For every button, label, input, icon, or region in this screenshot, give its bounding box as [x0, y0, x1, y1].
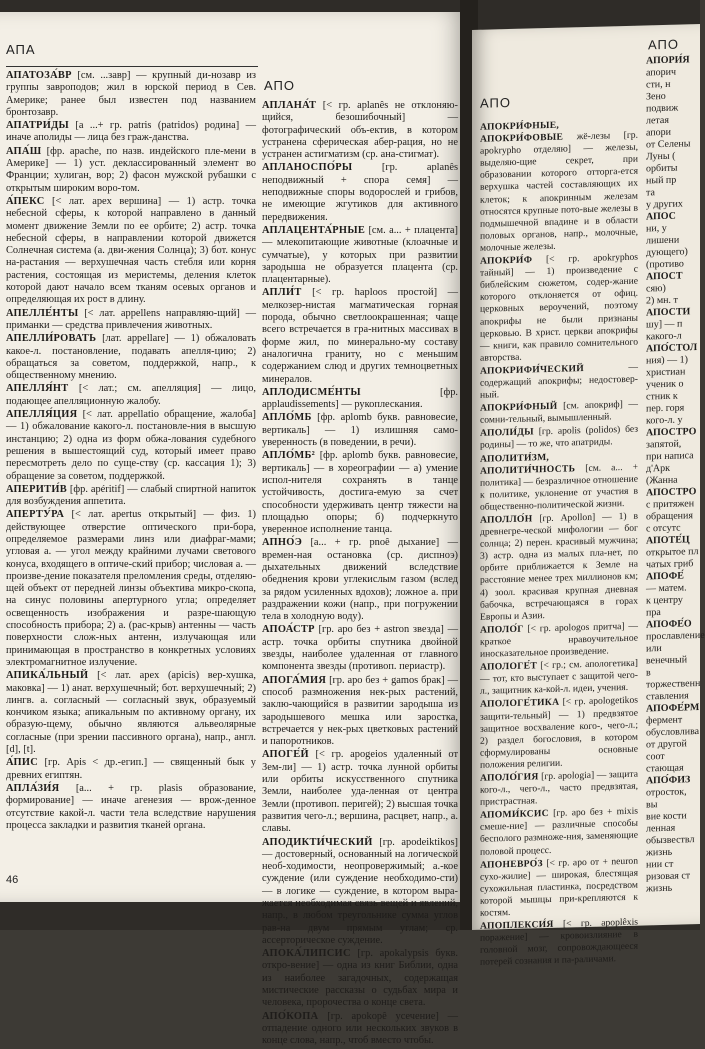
- fragment-line: открытое пл: [646, 546, 699, 559]
- fragment-line: ния) — 1): [646, 354, 688, 367]
- left-page: [0, 12, 466, 1047]
- fragment-line: АПОРИ́Я: [646, 54, 690, 67]
- entry-headword: АПЛА́ЗИ́Я: [6, 782, 60, 794]
- entry-headword: АПАТРИ́ДЫ: [6, 120, 70, 132]
- fragment-line: дующего): [646, 246, 688, 259]
- dictionary-entry: [262, 225, 458, 286]
- entry-definition: [< гр. apogeios удаленный от Зем-ли] — 1) астр. точка лунной орбиты или орбиты искусственного спутника Земли, наиболее уда-ленная от центра Земли (противоп. перигей); 2) высшая точка развития чего-л.; вершина, расцвет, напр., а. славы.: [262, 749, 458, 835]
- fragment-line: сти, н: [646, 78, 671, 91]
- entry-definition: [< гр. haploos простой] — мелкозер-нистая магматическая горная порода, обычно светлоокрашенная; чаще всего встречается в гра-нитных массивах в форме жил, по минерально-му составу аналогична граниту, но с меньшим содержанием слюд и других темноцветных минералов.: [262, 287, 458, 385]
- entry-headword: АПОЛИ́ДЫ: [480, 426, 534, 440]
- entry-headword: АПЕЛЛЯ́НТ: [6, 383, 69, 395]
- fragment-line: АПО́ФИЗ: [646, 774, 691, 787]
- fragment-line: обращения: [646, 510, 693, 523]
- entry-definition: [см. апокриф] — сомни-тельный, вымышленный.: [480, 398, 638, 427]
- fragment-line: — матем.: [646, 582, 687, 595]
- fragment-line: к центру пра: [646, 594, 683, 619]
- entry-definition: [< гр. apoplêxis поражение] — кровоизлияние в головной мозг, сопровождающееся потерей сознания и па-раличами.: [480, 916, 638, 969]
- entry-definition: [< лат. apex вершина] — 1) астр. точка небесной сферы, к которой направлено в данный момент движение Земли по ее орбите; 2) астр. точка небесной сферы, в направлении которой движется Солнечная система (а. дви-жения Солнца); 3) бот. конус на-растания — верхушечная часть стебля или корня растения, состоящая из меристемы, деления клеток которой дают начало всем тканям осевых органов и определяющая их рост в длину.: [6, 195, 256, 306]
- fragment-line: кого-л. у: [646, 414, 683, 427]
- fragment-line: пер. горя: [646, 402, 685, 415]
- entry-headword: АПОЛО́Г: [480, 623, 524, 636]
- fragment-line: Зено: [646, 90, 666, 103]
- dictionary-entry: [480, 769, 638, 809]
- entry-definition: [< лат. apex (apicis) вер-хушка, маковка] — 1) анат. верхушечный; бот. верхушечный; 2) лингв. а. согласный — согласный звук, образуемый кончиком языка; апикальным по активному органу, их образую-щему, обычно являются альвеолярные согласные (при зрении пассивного органа), напр., англ. [d], [t].: [6, 670, 256, 756]
- dictionary-entry: [262, 162, 458, 223]
- entry-headword: АПА́Ш: [6, 145, 42, 157]
- entry-headword: АПЕЛЛЯ́ЦИЯ: [6, 409, 78, 421]
- dictionary-entry: [262, 837, 458, 948]
- right-page: [472, 24, 705, 969]
- entry-headword: АПОЛОГЕ́ТИКА: [480, 697, 560, 711]
- entry-headword: АПНО́Э: [262, 537, 303, 549]
- entry-definition: [гр. aplanês неподвижный + спора семя] — неподвижные споры водорослей и грибов, не имеющие жгутиков для активного передвижения.: [262, 162, 458, 223]
- entry-definition: [гр. apokalypsis букв. откро-вение] — одна из книг Библии, одна из наиболее загадочных, содержащая мистические рассказы о судьбах мира и человека, пророчества о конце света.: [262, 948, 458, 1009]
- header-rule-left: [6, 66, 258, 67]
- fragment-line: обусловлива: [646, 726, 700, 739]
- fragment-line: сяю): [646, 282, 666, 295]
- entry-definition: [фр. aplomb букв. равновесие, вертикаль] — в хореографии — а) умение испол-нителя сохранять в танце устойчивость, достига-емую за счет способности удерживать центр тяжести на площадью опоры; б) подчеркнуто уверенное исполнение танца.: [262, 450, 458, 536]
- fragment-line: от другой соот: [646, 738, 687, 763]
- fragment-line: (противо: [646, 258, 684, 271]
- dictionary-entry: [480, 252, 638, 365]
- entry-definition: [фр. aplomb букв. равновесие, вертикаль] — 1) излишняя само-уверенность (в поведении, в речи).: [262, 412, 458, 449]
- dictionary-entry: [480, 695, 638, 772]
- dictionary-entry: [480, 424, 638, 452]
- entry-headword: АПОА́СТР: [262, 624, 315, 636]
- fragment-line: стник к: [646, 390, 678, 403]
- entry-headword: АПОКРИ́ФНЫЙ: [480, 400, 558, 414]
- fragment-line: 2) мн. т: [646, 294, 678, 307]
- entry-definition: жё-лезы [гр. apokrypho отделяю] — железы, выделяю-щие секрет, при образовании которого отторга-ется верхушка частей составляющих их клеток; к апокринным железам относятся крупные пото-вые железы в подмышечной впадине и в области половых органов, напр., молочные, молочные железы.: [480, 129, 638, 254]
- entry-definition: [см. ...завр] — крупный ди-нозавр из группы завроподов; жил в юрской период в Сев. Америке; ранее был известен под названием бронтозавр.: [6, 70, 256, 118]
- entry-definition: [гр. apo без + mixis смеше-ние] — различные способы бесполого размноже-ния, заменяющие половой процесс.: [480, 805, 638, 858]
- entry-headword: АПОКРИ́ФНЫЕ, АПОКРИ́ФОВЫЕ: [480, 119, 564, 145]
- entry-definition: [< гр. apologetikos защити-тельный] — 1) предвзятое защитное восхваление кого-, чего-л.; 2) раздел богословия, в котором сформулированы основные положения религии.: [480, 695, 638, 771]
- dictionary-entry: [480, 855, 638, 920]
- fragment-line: АПОСТРО: [646, 486, 697, 499]
- fragment-line: ризовая ст: [646, 870, 691, 883]
- entry-headword: АПОКРИФИ́ЧЕСКИЙ: [480, 362, 585, 377]
- entry-headword: А́ПЕКС: [6, 195, 45, 207]
- dictionary-entry: [480, 620, 638, 660]
- entry-headword: АПЕЛЛЕ́НТЫ: [6, 307, 79, 319]
- fragment-line: венечный: [646, 654, 688, 667]
- fragment-line: ученик о: [646, 378, 684, 391]
- right-column-2: [646, 54, 705, 895]
- dictionary-entry: [6, 146, 256, 195]
- dictionary-entry: [6, 333, 256, 382]
- entry-definition: [а ...+ гр. patris (patridos) родина] — иначе аполиды — лица без граж-данства.: [6, 120, 256, 144]
- fragment-line: в торжественн: [646, 667, 701, 691]
- fragment-line: фермент: [646, 714, 683, 727]
- entry-headword: АПОНЕВРО́З: [480, 857, 543, 871]
- fragment-line: жизнь: [646, 846, 673, 859]
- fragment-line: АПОС: [646, 210, 676, 223]
- entry-definition: [< гр. apo от + neuron сухо-жилие] — широкая, блестящая сухожильная пластинка, посредством которой мышцы при-крепляются к костям.: [480, 855, 638, 919]
- dictionary-entry: [480, 362, 638, 402]
- entry-headword: АПЛАНА́Т: [262, 100, 317, 111]
- dictionary-entry: [480, 399, 638, 427]
- dictionary-entry: [262, 1011, 458, 1048]
- entry-headword: АПОЛЛО́Н: [480, 513, 533, 526]
- dictionary-entry: [262, 387, 458, 412]
- dictionary-entry: [480, 917, 638, 970]
- entry-headword: АПЛАНОСПО́РЫ: [262, 162, 353, 174]
- dictionary-entry: [480, 658, 638, 698]
- running-head-left: АПА: [6, 42, 36, 57]
- dictionary-entry: [262, 749, 458, 835]
- entry-definition: [гр. apokopê усечение] — отпадение одного или нескольких звуков в конце слова, напр., чтоб вместо чтобы.: [262, 1010, 458, 1047]
- fragment-line: с притяжен: [646, 498, 695, 511]
- fragment-line: с отсутс: [646, 522, 681, 535]
- entry-definition: [фр. apache, по назв. индейского пле-мени в Америке] — 1) уст. деклассированный элемент во Франции; хулиган, вор; 2) фасон мужской рубашки с открытым широким воро-том.: [6, 145, 256, 194]
- fragment-line: АПОТЕ́Ц: [646, 534, 690, 547]
- dictionary-entry: [262, 537, 458, 623]
- entry-headword: АПЛО́МБ²: [262, 450, 316, 462]
- fragment-line: лишени: [646, 234, 680, 247]
- left-column-2: [262, 100, 458, 1049]
- entry-definition: [лат. appellare] — 1) обжаловать какое-л. постановление, подавать апелля-цию; 2) обращаться за советом, поддержкой, напр., к общественному мнению.: [6, 333, 256, 382]
- entry-definition: [< гр. apologos притча] — краткое нравоучительное иносказательное произведение.: [480, 620, 638, 660]
- fragment-line: АПОСТИ: [646, 306, 691, 319]
- fragment-line: шу] — п: [646, 318, 683, 331]
- dictionary-entry: [262, 675, 458, 749]
- fragment-line: АПОСТ: [646, 270, 683, 283]
- fragment-line: летая: [646, 114, 669, 127]
- entry-definition: [фр. applaudissements] — рукоплескания.: [262, 386, 458, 411]
- entry-definition: [< лат.; см. апелляция] — лицо, подающее апелляционную жалобу.: [6, 383, 256, 407]
- fragment-line: ленная обызвествл: [646, 822, 695, 847]
- dictionary-entry: [262, 412, 458, 449]
- fragment-line: АПОФЕ́О: [646, 618, 692, 631]
- dictionary-entry: [262, 948, 458, 1009]
- entry-definition: [< лат. apertus открытый] — физ. 1) действующее отверстие оптического при-бора, определяемое размерами линз или диафраг-мами; угловая а. — угол между крайними лучами светового конуса, входящего в оптиче-ский прибор; числовая а. — произве-дение показателя преломления среды, отделяю-щей объект от передней линзы объектива микро-скопа, на синус половины апертурного угла; определяет освещенность изображения и разре-шающую способность прибора; 2) а. (рас-крыв) антенны — часть поверхности слож-ных антенн, излучающая или принимающая в пространство в конкретных условиях электромагнитное излучение.: [6, 509, 256, 668]
- entry-headword: АПЕЛЛИ́РОВАТЬ: [6, 333, 97, 345]
- fragment-line: АПОСТРО: [646, 426, 697, 439]
- fragment-line: отросток, вы: [646, 786, 687, 811]
- running-head-center: АПО: [264, 78, 295, 93]
- dictionary-entry: [262, 624, 458, 673]
- fragment-line: та: [646, 187, 655, 199]
- entry-headword: АПЛОДИСМЕ́НТЫ: [262, 386, 361, 398]
- entry-definition: [< лат. appellatio обращение, жалоба] — 1) обжалование какого-л. постановле-ния в высшую инстанцию; 2) одна из форм обжа-лования судебного решения в вышестоящий суд, который имеет право пересмотреть дело по суще-ству (ср. кассация 1); 3) обращение за советом, поддержкой.: [6, 409, 256, 482]
- fragment-line: ставления: [646, 690, 689, 703]
- fragment-line: чатых гриб: [646, 558, 694, 571]
- dictionary-entry: [262, 100, 458, 161]
- fragment-line: орбиты: [646, 162, 678, 175]
- fragment-line: от Селены: [646, 138, 691, 151]
- dictionary-entry: [6, 757, 256, 782]
- entry-headword: АПЕРТУ́РА: [6, 509, 65, 521]
- entry-headword: АПОГЕ́Й: [262, 749, 309, 761]
- dictionary-entry: [6, 484, 256, 509]
- running-head-right: АПО: [648, 36, 679, 53]
- dictionary-entry: [6, 308, 256, 333]
- entry-headword: АПОКРИ́Ф: [480, 254, 533, 267]
- dictionary-entry: [480, 511, 638, 624]
- running-head-right-left: АПО: [480, 94, 511, 111]
- entry-definition: [гр. apo без + astron звезда] — астр. точка орбиты спутника двойной звезды, наиболее удаленная от главного компонента звезды (противоп. периастр).: [262, 624, 458, 673]
- entry-headword: А́ПИС: [6, 757, 39, 769]
- entry-definition: [гр. apo без + gamos брак] — способ размножения нек-рых растений, заклю-чающийся в развитии зародыша из зародышевого мешка или заростка, встречается у нек-рых цветковых растений и папоротников.: [262, 674, 458, 748]
- fragment-line: какого-л: [646, 330, 682, 343]
- dictionary-entry: [262, 450, 458, 536]
- fragment-line: жизнь: [646, 882, 673, 895]
- fragment-line: подвиж: [646, 102, 679, 115]
- entry-definition: [а... + гр. plasis образование, формирование] — иначе агенезия — врож-денное отсутствие какой-л. части тела вследствие нарушения процесса закладки и развития тканей органа.: [6, 782, 256, 831]
- dictionary-entry: [6, 783, 256, 832]
- entry-definition: [< гр.; см. апологетика] — тот, кто выступает с защитой чего-л., защитник ка-кой-л. идеи, учения.: [480, 657, 638, 698]
- entry-definition: [< гр. apokryphos тайный] — 1) произведение с библейским сюжетом, содер-жание которого отклоняется от офиц. церковных вероучений, поэтому апокрифы не были признаны церковью. В христ. церкви апокрифы — книги, как правило сомнительного авторства.: [480, 251, 638, 364]
- dictionary-entry: [6, 70, 256, 119]
- fragment-line: или: [646, 643, 662, 655]
- entry-headword: АПЛАЦЕНТА́РНЫЕ: [262, 224, 366, 236]
- fragment-line: прославление: [646, 629, 705, 643]
- fragment-line: апорич: [646, 66, 677, 79]
- fragment-line: ни, у: [646, 222, 667, 235]
- entry-headword: АПАТОЗА́ВР: [6, 70, 72, 81]
- entry-definition: [гр. apodeiktikos] — достоверный, основанный на логической необ-ходимости, неопровержимый; а.-кое суждение (или суждение необходимо-сти) — в логике — суждение, в котором выра-жается необходимая связь вещей и явлений, напр., в любом треугольнике сумма углов рав-на двум прямым углам; ср. ассерторическое суждение.: [262, 836, 458, 946]
- fragment-line: вие кости: [646, 810, 687, 823]
- entry-headword: АПОКА́ЛИПСИС: [262, 948, 351, 960]
- entry-headword: АПОГА́МИЯ: [262, 674, 327, 686]
- page-number: 46: [6, 874, 19, 886]
- dictionary-entry: [480, 118, 638, 255]
- entry-definition: [фр. apéritif] — слабый спиртной напиток для возбуждения аппетита.: [6, 483, 256, 508]
- fragment-line: д'Арк (Жанна: [646, 462, 678, 487]
- fragment-line: стающая: [646, 762, 684, 775]
- entry-headword: АПОДИКТИ́ЧЕСКИЙ: [262, 836, 373, 848]
- entry-headword: АПЕРИТИ́В: [6, 483, 68, 495]
- entry-headword: АПОПЛЕКСИ́Я: [480, 918, 554, 932]
- dictionary-entry: [6, 383, 256, 408]
- fragment-line: апори: [646, 126, 672, 139]
- entry-headword: АПЛИ́Т: [262, 287, 302, 299]
- entry-headword: АПОМИ́КСИС: [480, 808, 549, 822]
- fragment-line: нии ст: [646, 858, 674, 871]
- fragment-line: АПОФЕ́: [646, 570, 684, 583]
- dictionary-entry: [6, 120, 256, 145]
- entry-definition: [см. а... + плацента] — млекопитающие животные (клоачные и сумчатые), у которых при развитии зародыша не образуется плацента (ср. плацентарные).: [262, 224, 458, 286]
- entry-definition: [гр. Apis < др.-егип.] — священный бык у древних египтян.: [6, 757, 256, 781]
- entry-headword: АПИКА́ЛЬНЫЙ: [6, 670, 89, 682]
- entry-definition: [гр. apologia] — защита кого-л., чего-л., часто предвзятая, пристрастная.: [480, 768, 638, 808]
- fragment-line: христиан: [646, 366, 686, 379]
- fragment-line: АПОФЕ́РМ: [646, 702, 700, 715]
- dictionary-entry: [6, 670, 256, 756]
- entry-definition: [а... + гр. pnoê дыхание] — времен-ная остановка (ср. диспноэ) дыхательных движений вследствие обеднения крови углекислым газом (вслед за рядом усиленных вдохов); ложное а. при раздражении кожи (напр., при погружении тела в холодную воду).: [262, 537, 458, 623]
- fragment-line: Луны (: [646, 150, 676, 163]
- dictionary-entry: [6, 509, 256, 669]
- entry-headword: АПЛО́МБ: [262, 412, 312, 424]
- entry-definition: [см. а... + политика] — безразличное отношение к политике, уклонение от участия в общественно-политической жизни.: [480, 461, 638, 513]
- entry-definition: — содержащий апокрифы; недостовер-ный.: [480, 361, 638, 401]
- dictionary-entry: [6, 409, 256, 483]
- fragment-line: АПО́СТОЛ: [646, 342, 698, 355]
- dictionary-entry: [480, 449, 638, 514]
- right-column-1: [480, 118, 638, 971]
- dictionary-entry: [6, 196, 256, 307]
- entry-headword: АПОЛИТИ́ЗМ, АПОЛИТИ́ЧНОСТЬ: [480, 451, 576, 477]
- fragment-line: при написа: [646, 450, 694, 463]
- entry-headword: АПОЛОГЕ́Т: [480, 660, 538, 673]
- dictionary-entry: [262, 287, 458, 385]
- entry-definition: [гр. Apollon] — 1) в древнегре-ческой мифологии — бог солнца; 2) перен. красивый мужчина; 3) астр. одна из малых пла-нет, по орбите приближается к Земле на расстояние менее трех миллионов км; 4) зоол. красивая крупная дневная бабочка, встречающаяся в горах Европы и Азии.: [480, 510, 638, 623]
- fragment-line: ный пр: [646, 174, 677, 187]
- fragment-line: у других: [646, 198, 683, 211]
- entry-definition: [гр. apolis (polidos) без родины] — то же, что апатриды.: [480, 423, 638, 452]
- fragment-line: запятой,: [646, 438, 682, 451]
- entry-headword: АПО́КОПА: [262, 1010, 319, 1022]
- entry-headword: АПОЛО́ГИЯ: [480, 771, 539, 784]
- dictionary-entry: [480, 806, 638, 859]
- entry-definition: [< лат. appellens направляю-щий] — приманки — средства привлечения животных.: [6, 307, 256, 331]
- left-column-1: [6, 70, 256, 833]
- entry-definition: [< гр. aplanês не отклоняю-щийся, безошибочный] — фотографический объ-ектив, в котором устранена сферическая абер-рация, но не устранен астигматизм (ср. ана-стигмат).: [262, 100, 458, 161]
